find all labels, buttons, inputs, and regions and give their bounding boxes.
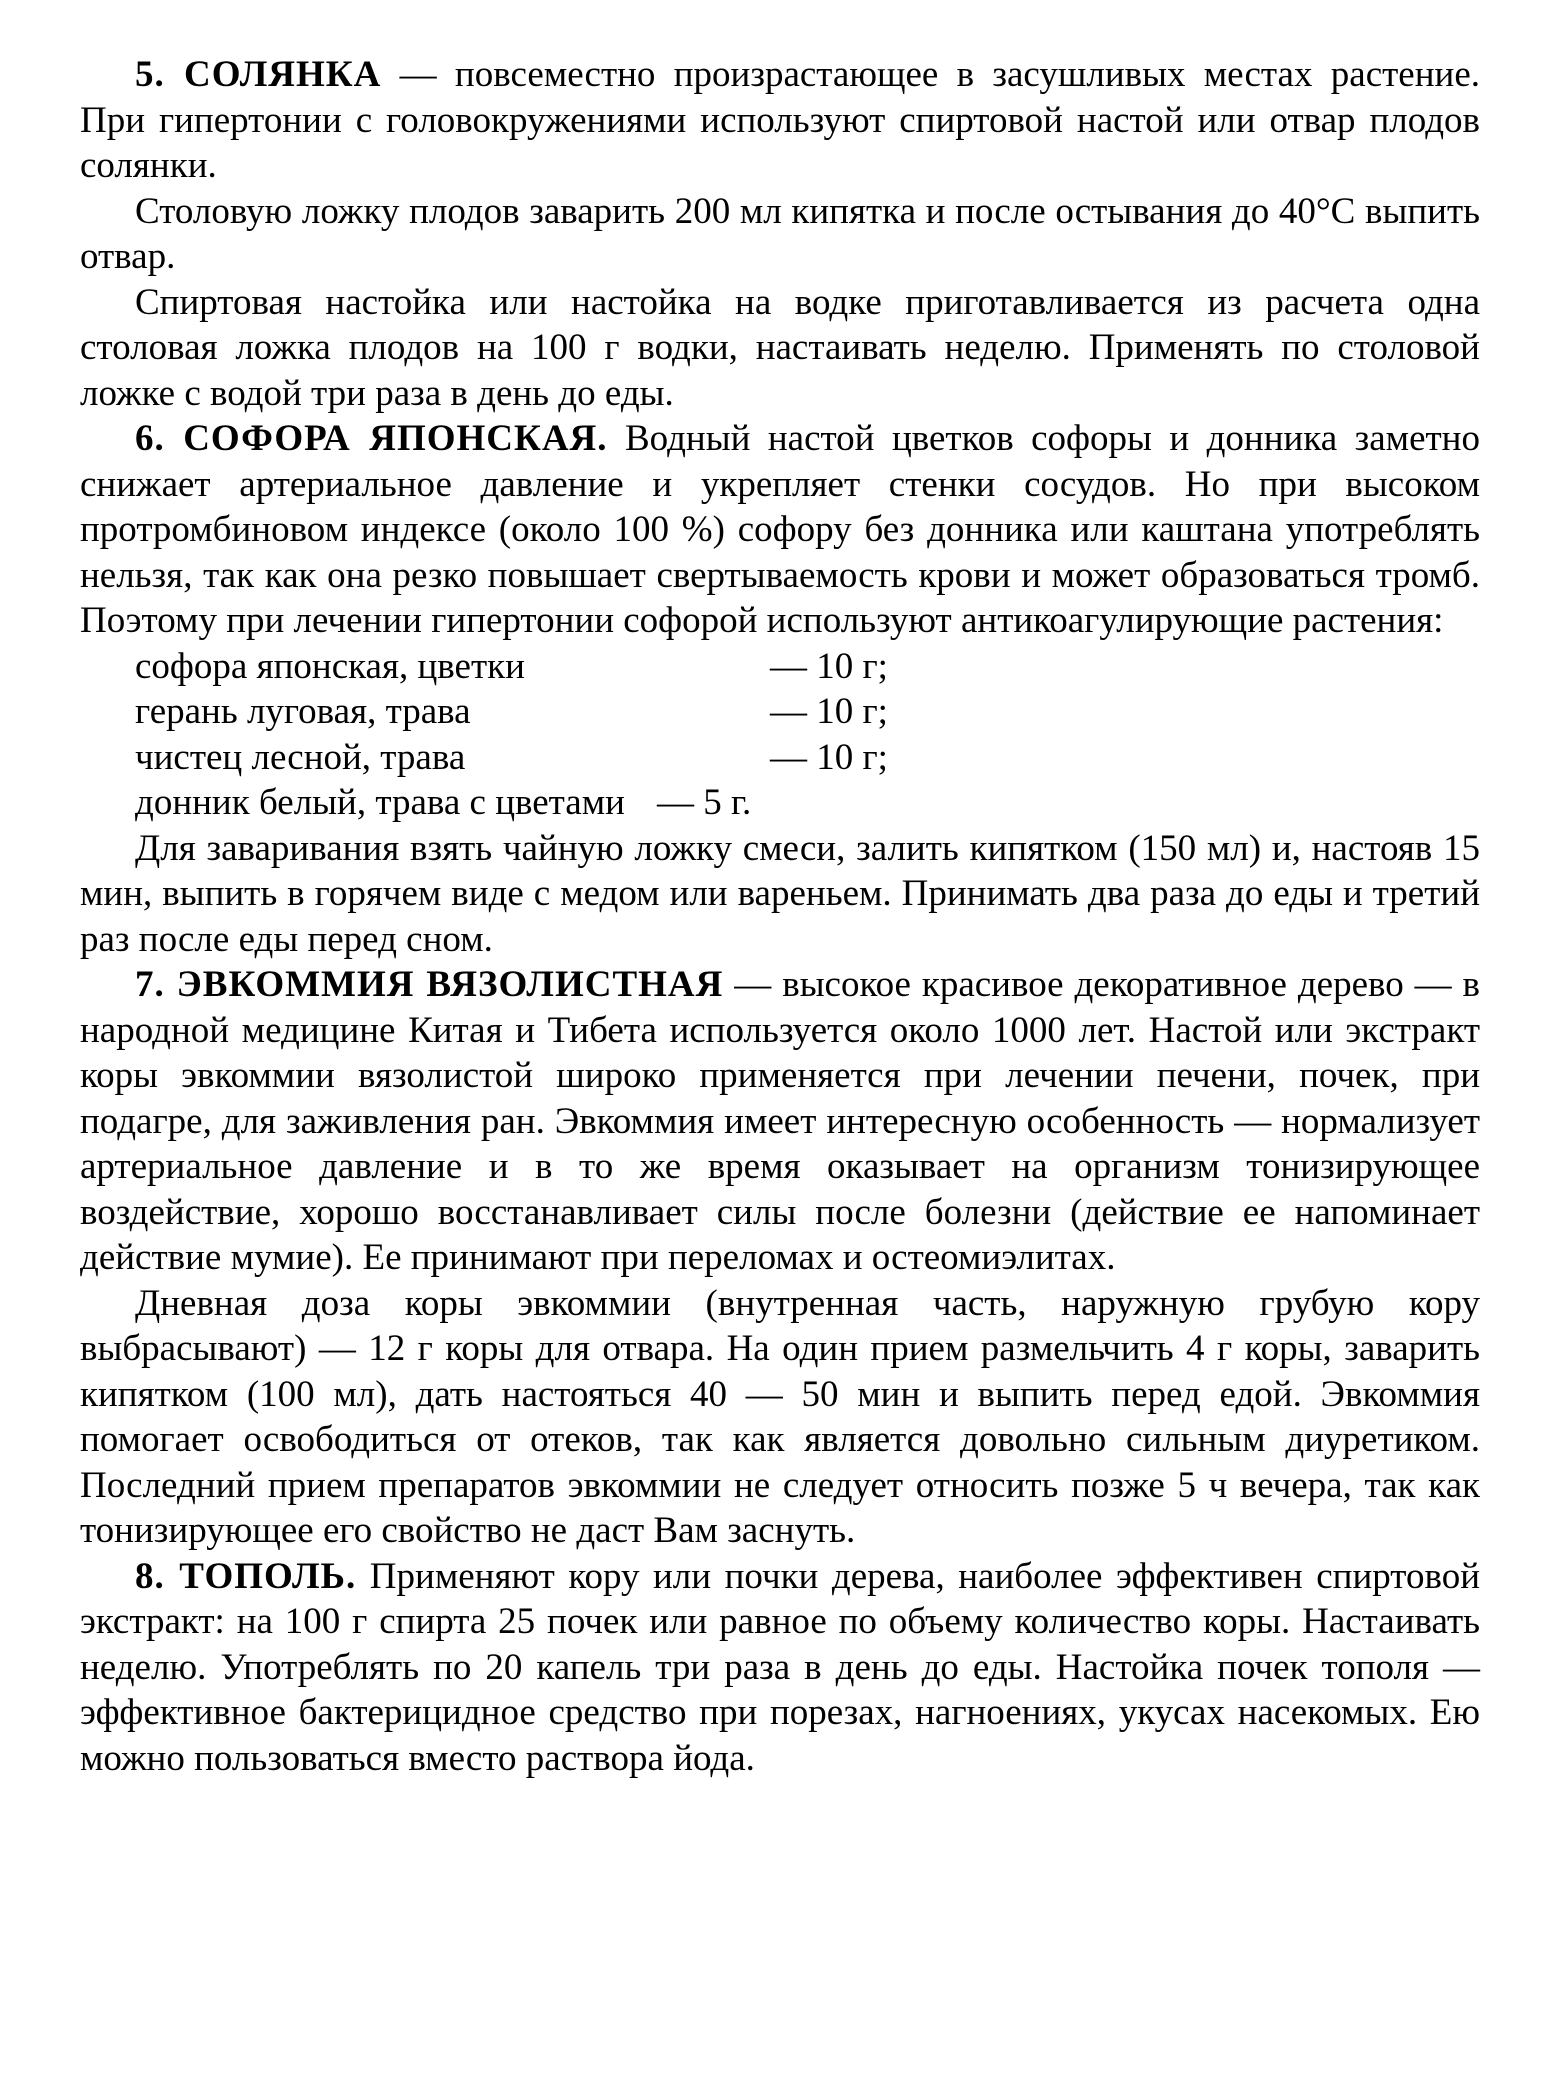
recipe-item-amount: — 10 г;: [770, 691, 888, 732]
recipe-item-amount: — 10 г;: [770, 645, 888, 687]
section-8-intro: [80, 1554, 1480, 1782]
section-6-text: Водный настой цветков софоры и донника заметно снижает артериальное давление и укрепляет стенки сосудов. Но при высоком протромбиновом индексе (около 100 %) софору без донника или каштана употреблять нельзя, так как она резко повышает свертываемость крови и может образоваться тромб. Поэтому при лечении гипертонии софорой используют антикоагулирующие растения:: [80, 418, 1480, 641]
section-7-intro: [80, 962, 1480, 1281]
recipe-list: [80, 644, 1480, 826]
section-7-paragraph-2: Дневная доза коры эвкоммии (внутренная часть, наружную грубую кору выбрасывают) — 12 г коры для отвара. На один прием размельчить 4 г коры, заварить кипятком (100 мл), дать настояться 40 — 50 мин и выпить перед едой. Эвкоммия помогает освободиться от отеков, так как является довольно сильным диуретиком. Последний прием препаратов эвкоммии не следует относить позже 5 ч вечера, так как тонизирующее его свойство не даст Вам заснуть.: [80, 1282, 1480, 1551]
section-7-title: 7. ЭВКОММИЯ ВЯЗОЛИСТНАЯ: [135, 964, 724, 1005]
section-8-text: Применяют кору или почки дерева, наиболее эффективен спиртовой экстракт: на 100 г спирта 25 почек или равное по объему количество коры. Настаивать неделю. Употреблять по 20 капель три раза в день до еды. Настойка почек тополя — эффективное бактерицидное средство при порезах, нагноениях, укусах насекомых. Ею можно пользоваться вместо раствора йода.: [80, 1555, 1480, 1779]
recipe-item-amount: — 10 г;: [770, 736, 888, 778]
recipe-item-name: чистец лесной, трава: [135, 736, 466, 778]
section-5-title: 5. СОЛЯНКА: [135, 54, 382, 95]
section-6-paragraph-2: Для заваривания взять чайную ложку смеси, залить кипятком (150 мл) и, настояв 15 мин, выпить в горячем виде с медом или вареньем. Принимать два раза до еды и третий раз после еды перед сном.: [80, 827, 1480, 960]
section-5-text: — повсеместно произрастающее в засушливых местах растение. При гипертонии с головокружениями используют спиртовой настой или отвар плодов солянки.: [80, 54, 1480, 186]
section-7-text: — высокое красивое декоративное дерево — в народной медицине Китая и Тибета используется около 1000 лет. Настой или экстракт коры эвкоммии вязолистой широко применяется при лечении печени, почек, при подагре, для заживления ран. Эвкоммия имеет интересную особенность — нормализует артериальное давление и в то же время оказывает на организм тонизирующее воздействие, хорошо восстанавливает силы после болезни (действие ее напоминает действие мумие). Ее принимают при переломах и остеомиэлитах.: [80, 964, 1481, 1278]
recipe-item-amount: — 5 г.: [656, 782, 752, 823]
recipe-item: [135, 735, 1480, 781]
section-6-title: 6. СОФОРА ЯПОНСКАЯ.: [135, 418, 608, 459]
section-6-intro: [80, 416, 1480, 644]
recipe-item-name: софора японская, цветки: [135, 645, 525, 687]
section-5-paragraph-3: Спиртовая настойка или настойка на водке приготавливается из расчета одна столовая ложка плодов на 100 г водки, настаивать неделю. Применять по столовой ложке с водой три раза в день до еды.: [80, 281, 1480, 414]
recipe-item-name: донник белый, трава с цветами: [135, 782, 625, 823]
recipe-item-name: герань луговая, трава: [135, 691, 471, 732]
recipe-item: [135, 689, 1480, 735]
document-page: [80, 52, 1480, 1781]
section-8-title: 8. ТОПОЛЬ.: [135, 1555, 357, 1597]
recipe-item: [135, 780, 1480, 826]
section-5-paragraph-2: Столовую ложку плодов заварить 200 мл кипятка и после остывания до 40°С выпить отвар.: [80, 190, 1480, 277]
section-5-intro: [80, 52, 1480, 189]
recipe-item: [135, 644, 1480, 690]
